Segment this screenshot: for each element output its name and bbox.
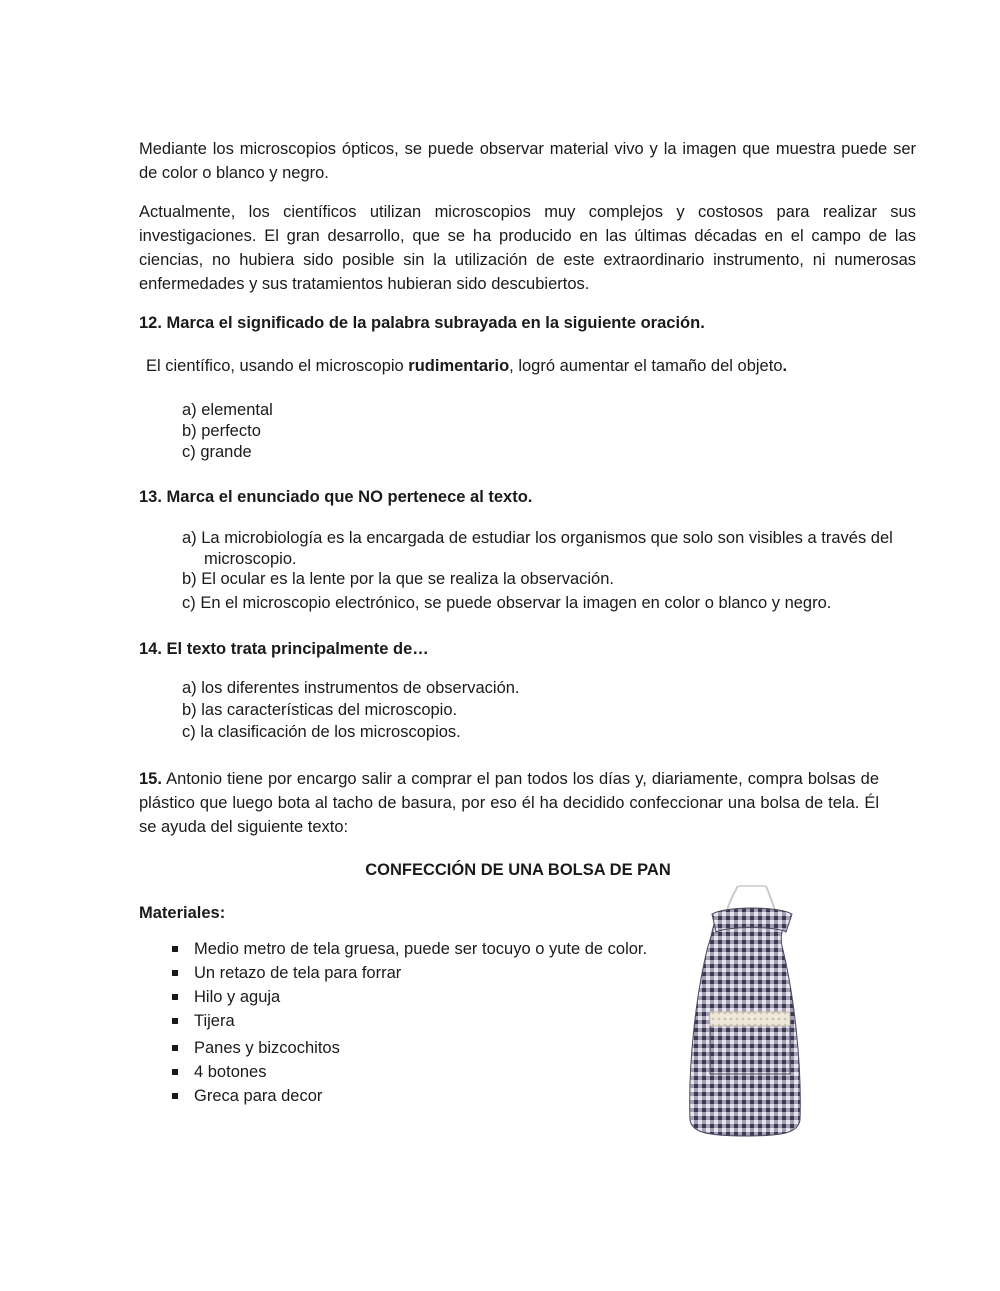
- q13-option-a[interactable]: a) La microbiología es la encargada de estudiar los organismos que solo son visibles a través del microscopio.: [182, 529, 893, 568]
- list-item: Hilo y aguja: [172, 985, 647, 1009]
- list-item: Tijera: [172, 1009, 647, 1033]
- q13-option-c[interactable]: c) En el microscopio electrónico, se puede observar la imagen en color o blanco y negro.: [182, 594, 832, 612]
- q12-option-c[interactable]: c) grande: [182, 443, 252, 461]
- list-item: Panes y bizcochitos: [172, 1036, 647, 1060]
- paragraph-optical-microscopes: Mediante los microscopios ópticos, se puede observar material vivo y la imagen que muestra puede ser de color o blanco y negro.: [139, 140, 916, 182]
- list-item: Medio metro de tela gruesa, puede ser tocuyo o yute de color.: [172, 937, 647, 961]
- materials-heading: Materiales:: [139, 904, 226, 922]
- sentence-period: .: [782, 357, 788, 375]
- q12-option-b[interactable]: b) perfecto: [182, 422, 261, 440]
- list-item: Greca para decor: [172, 1084, 647, 1108]
- question-12-sentence: [146, 354, 787, 378]
- q12-option-a[interactable]: a) elemental: [182, 401, 273, 419]
- question-12-title: 12. Marca el significado de la palabra subrayada en la siguiente oración.: [139, 314, 705, 332]
- recipe-title: CONFECCIÓN DE UNA BOLSA DE PAN: [365, 861, 671, 879]
- sentence-text-end: , logró aumentar el tamaño del objeto: [509, 357, 783, 375]
- underlined-word: rudimentario: [408, 357, 510, 375]
- list-item: 4 botones: [172, 1060, 647, 1084]
- q14-option-c[interactable]: c) la clasificación de los microscopios.: [182, 723, 461, 741]
- q14-option-a[interactable]: a) los diferentes instrumentos de observación.: [182, 679, 520, 697]
- q13-option-b[interactable]: b) El ocular es la lente por la que se realiza la observación.: [182, 570, 614, 588]
- materials-list: [172, 937, 647, 1108]
- question-15-number: 15.: [139, 770, 162, 788]
- paragraph-modern-microscopes: Actualmente, los científicos utilizan microscopios muy complejos y costosos para realizar sus investigaciones. El gran desarrollo, que se ha producido en las últimas décadas en el campo de las ciencias, no hubiera sido posible sin la utilización de este extraordinario instrumento, ni numerosas enfermedades y sus tratamientos hubieran sido descubiertos.: [139, 203, 916, 293]
- question-13-title: 13. Marca el enunciado que NO pertenece al texto.: [139, 488, 533, 506]
- question-14-title: 14. El texto trata principalmente de…: [139, 640, 429, 658]
- sentence-text: El científico, usando el microscopio: [146, 357, 409, 375]
- list-item: Un retazo de tela para forrar: [172, 961, 647, 985]
- question-15-body: Antonio tiene por encargo salir a comprar el pan todos los días y, diariamente, compra bolsas de plástico que luego bota al tacho de basura, por eso él ha decidido confeccionar una bolsa de tela. Él se ayuda del siguiente texto:: [139, 770, 879, 836]
- gingham-bag-icon: [686, 884, 804, 1145]
- question-15-text: [139, 767, 879, 839]
- q14-option-b[interactable]: b) las características del microscopio.: [182, 701, 458, 719]
